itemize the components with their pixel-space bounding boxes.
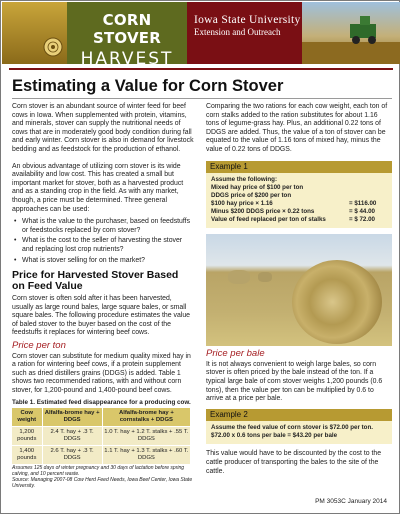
- table-cell: 1.1 T. hay + 1.3 T. stalks + .60 T. DDGS: [102, 446, 190, 465]
- price-per-bale-paragraph: It is not always convenient to weigh large bales, so corn stover is often priced by the bale instead of the ton. If a typical large bale of corn stover weighs 1,200 pounds (0.6 tons), then the value per ton can be multiplied by 0.6 to arrive at a price per bale.: [206, 360, 383, 403]
- subheading-price-per-ton: Price per ton: [12, 340, 66, 352]
- left-column: [12, 103, 194, 489]
- example-line: Minus $200 DDGS price × 0.22 tons = $ 44.00: [211, 208, 375, 216]
- example-line: DDGS price of $200 per ton: [211, 192, 292, 200]
- series-title-line1: CORN STOVER: [93, 11, 161, 47]
- list-item: • What is the cost to the seller of harvesting the stover and replacing lost crop nutrients?: [14, 237, 183, 253]
- university-logo: [187, 2, 302, 64]
- example-line: $72.00 x 0.6 tons per bale = $43.20 per bale: [211, 432, 338, 440]
- table-row: [12, 446, 190, 465]
- table-caption: Table 1. Estimated feed disappearance for a producing cow.: [12, 398, 191, 406]
- table-header: Cow weight: [12, 408, 42, 427]
- example-line: Value of feed replaced per ton of stalks = $ 72.00: [211, 216, 375, 224]
- table-cell: 1,400 pounds: [12, 446, 42, 465]
- harvest-field-image: [302, 2, 400, 64]
- section-heading-feed-value: Price for Harvested Stover Based on Feed Value: [12, 269, 179, 293]
- table-cell: 1.0 T. hay + 1.2 T. stalks + .55 T. DDGS: [102, 427, 190, 446]
- approaches-list: [12, 218, 194, 265]
- example-2-body: [206, 421, 392, 444]
- distant-bale: [228, 270, 250, 284]
- series-title: [67, 2, 187, 64]
- header-rule: [9, 68, 393, 70]
- list-item: • What is the value to the purchaser, based on feedstuffs or feedstocks replaced by corn stover?: [14, 218, 191, 234]
- stover-bale-photo: [206, 234, 392, 346]
- table-header: Alfalfa-brome hay + DDGS: [42, 408, 102, 427]
- table-header-row: [12, 408, 190, 427]
- example-1-box: [206, 161, 392, 229]
- table-row: [12, 427, 190, 446]
- corn-stalks-image: [2, 2, 67, 64]
- table-cell: 2.4 T. hay + .3 T. DDGS: [42, 427, 102, 446]
- university-name: Iowa State University: [194, 14, 301, 26]
- header-banner: [2, 2, 400, 64]
- round-bale: [292, 260, 382, 344]
- intro-paragraph: Corn stover is an abundant source of winter feed for beef cows in Iowa. When supplemented with protein, vitamins, and minerals, stover can supply the nutritional needs of cows that are in moderately good body condition during fall and early winter. Corn stover is also in demand for livestock bedding and as feedstock for the production of ethanol.: [12, 103, 194, 153]
- approaches-paragraph: An obvious advantage of utilizing corn stover is its wide availability and low cost. This has created a small but important market for stover, both as a harvested product and as a standing crop in the field. As with any market, though, a price must be determined. Three general approaches can be used:: [12, 162, 184, 213]
- example-1-body: [206, 173, 392, 228]
- example-2-label: Example 2: [206, 409, 392, 422]
- bale-icon: [42, 36, 64, 58]
- harvested-stover-paragraph: Corn stover is often sold after it has been harvested, usually as large round bales, large square bales, or small square bales. The following procedure estimates the value of baled stover to the buyer based on the cost of the feedstuffs it replaces for wintering beef cows.: [12, 295, 190, 337]
- price-per-ton-paragraph: Corn stover can substitute for medium quality mixed hay in a ration for wintering beef cows, if a protein supplement such as dried distillers grains (DDGS) is added. Table 1 shows two recommended rations, with and without corn stover, for 1,200-pound and 1,400-pound beef cows.: [12, 352, 191, 395]
- list-item: • What is stover selling for on the market?: [14, 256, 145, 264]
- example-line: Assume the following:: [211, 176, 278, 184]
- table-footnote: Assumes 125 days of winter pregnancy and 30 days of lactation before spring calving, and 10 percent waste.: [12, 465, 185, 478]
- transport-paragraph: This value would have to be discounted by the cost to the cattle producer of transporting the bales to the site of the cattle.: [206, 450, 382, 475]
- table-cell: 1,200 pounds: [12, 427, 42, 446]
- distant-bale: [258, 272, 272, 282]
- example-line: Mixed hay price of $100 per ton: [211, 184, 304, 192]
- example-1-label: Example 1: [206, 161, 392, 174]
- harvester-icon: [302, 2, 400, 64]
- page-title: Estimating a Value for Corn Stover: [12, 77, 284, 95]
- feed-table: [12, 408, 190, 464]
- table-cell: 2.6 T. hay + .3 T. DDGS: [42, 446, 102, 465]
- subheading-price-per-bale: Price per bale: [206, 348, 265, 360]
- title-rule: [12, 98, 392, 99]
- example-line: $100 hay price × 1.16 = $116.00: [211, 200, 377, 208]
- right-column: [206, 103, 392, 484]
- table-source: Source: Managing 2007-08 Cow Herd Feed Needs, Iowa Beef Center, Iowa State University.: [12, 476, 193, 489]
- extension-name: Extension and Outreach: [194, 27, 281, 37]
- example-2-box: [206, 409, 392, 445]
- series-title-line2: HARVEST: [80, 49, 174, 64]
- example-line: Assume the feed value of corn stover is $72.00 per ton.: [211, 424, 373, 432]
- publication-footer: PM 3053C January 2014: [315, 498, 387, 505]
- comparison-paragraph: Comparing the two rations for each cow weight, each ton of corn stalks added to the ration substitutes for about 1.16 tons of legume-grass hay. Plus, an additional 0.22 tons of DDGS are added. Thus, the value of a ton of stover can be equated to the value of 1.16 tons of mixed hay, minus the value of 0.22 tons of DDGS.: [206, 103, 388, 153]
- table-header: Alfalfa-brome hay + cornstalks + DDGS: [102, 408, 190, 427]
